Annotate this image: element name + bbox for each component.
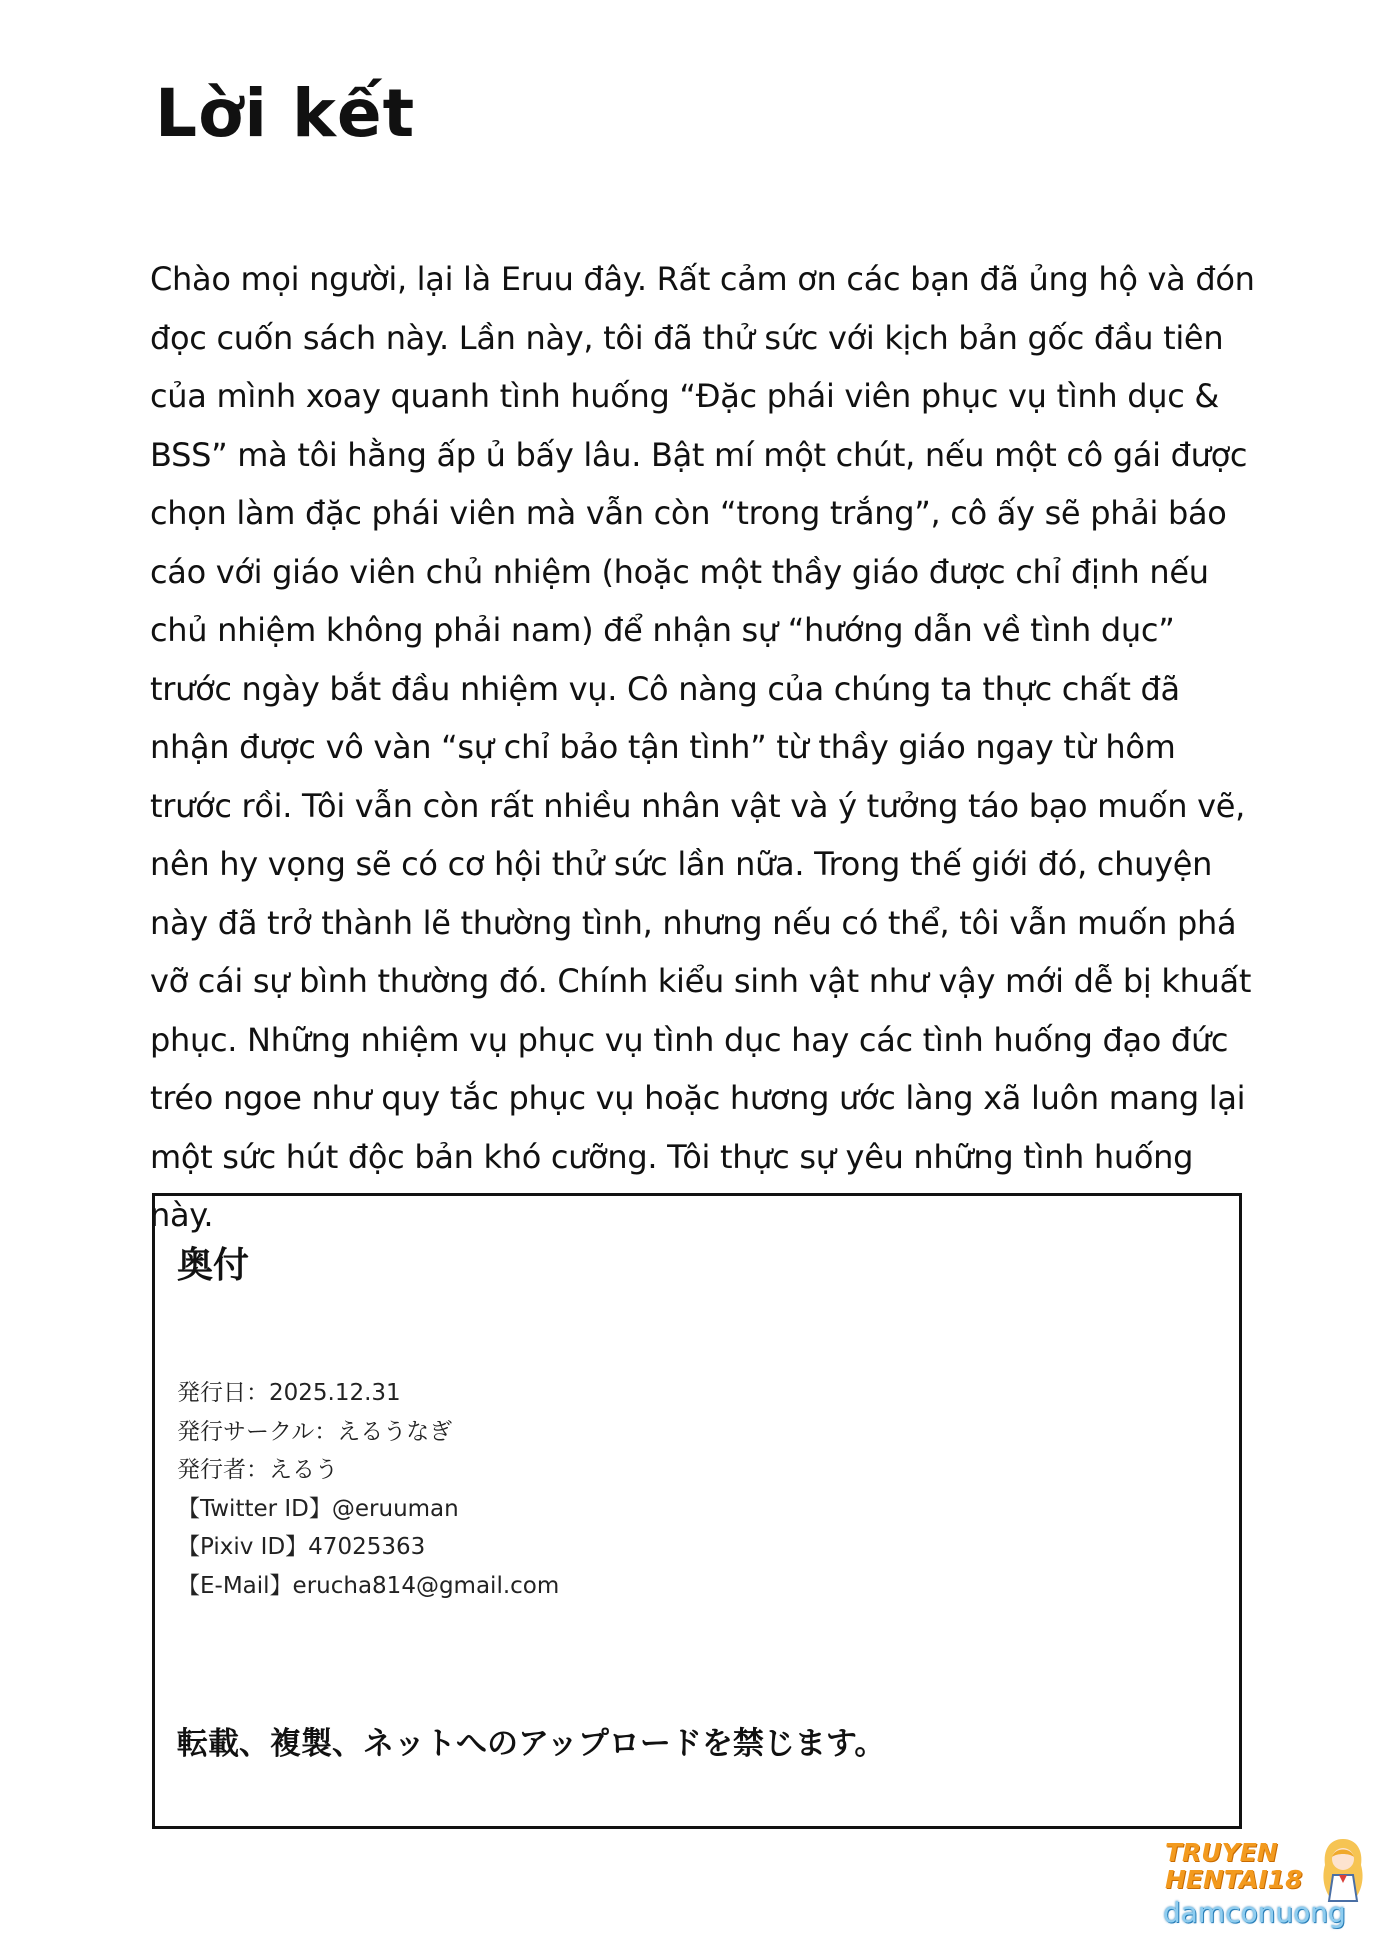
site-watermark-logo xyxy=(1155,1835,1385,1935)
publication-date: 発行日：2025.12.31 xyxy=(177,1380,401,1406)
pixiv-id: 【Pixiv ID】47025363 xyxy=(177,1534,426,1560)
watermark-line-2: HENTAI18 xyxy=(1165,1865,1303,1894)
watermark-line-1: TRUYEN xyxy=(1165,1838,1278,1867)
publisher: 発行者：えるう xyxy=(177,1457,338,1483)
watermark-title xyxy=(1165,1839,1302,1893)
mascot-icon xyxy=(1315,1835,1371,1905)
email-address: 【E-Mail】erucha814@gmail.com xyxy=(177,1572,560,1599)
page-title: Lời kết xyxy=(155,75,416,152)
watermark-site-name: damconuong xyxy=(1163,1896,1346,1929)
publishing-circle: 発行サークル：えるうなぎ xyxy=(177,1418,453,1445)
copyright-notice: 転載、複製、ネットへのアップロードを禁じます。 xyxy=(177,1726,886,1762)
twitter-id: 【Twitter ID】@eruuman xyxy=(177,1495,459,1522)
colophon-details xyxy=(177,1374,559,1605)
colophon-title: 奥付 xyxy=(177,1245,250,1286)
afterword-text: Chào mọi người, lại là Eruu đây. Rất cảm ơn các bạn đã ủng hộ và đón đọc cuốn sách này. Lần này, tôi đã thử sức với kịch bản gốc đầu tiên của mình xoay quanh tình huống “Đặc phái viên phục vụ tình dục & BSS” mà tôi hằng ấp ủ bấy lâu. Bật mí một chút, nếu một cô gái được chọn làm đặc phái viên mà vẫn còn “trong trắng”, cô ấy sẽ phải báo cáo với giáo viên chủ nhiệm (hoặc một thầy giáo được chỉ định nếu chủ nhiệm không phải nam) để nhận sự “hướng dẫn về tình dục” trước ngày bắt đầu nhiệm vụ. Cô nàng của chúng ta thực chất đã nhận được vô vàn “sự chỉ bảo tận tình” từ thầy giáo ngay từ hôm trước rồi. Tôi vẫn còn rất nhiều nhân vật và ý tưởng táo bạo muốn vẽ, nên hy vọng sẽ có cơ hội thử sức lần nữa. Trong thế giới đó, chuyện này đã trở thành lẽ thường tình, nhưng nếu có thể, tôi vẫn muốn phá vỡ cái sự bình thường đó. Chính kiểu sinh vật như vậy mới dễ bị khuất phục. Những nhiệm vụ phục vụ tình dục hay các tình huống đạo đức tréo ngoe như quy tắc phục vụ hoặc hương ước làng xã luôn mang lại một sức hút độc bản khó cưỡng. Tôi thực sự yêu những tình huống này. xyxy=(150,260,1255,1234)
colophon-box xyxy=(152,1193,1242,1829)
